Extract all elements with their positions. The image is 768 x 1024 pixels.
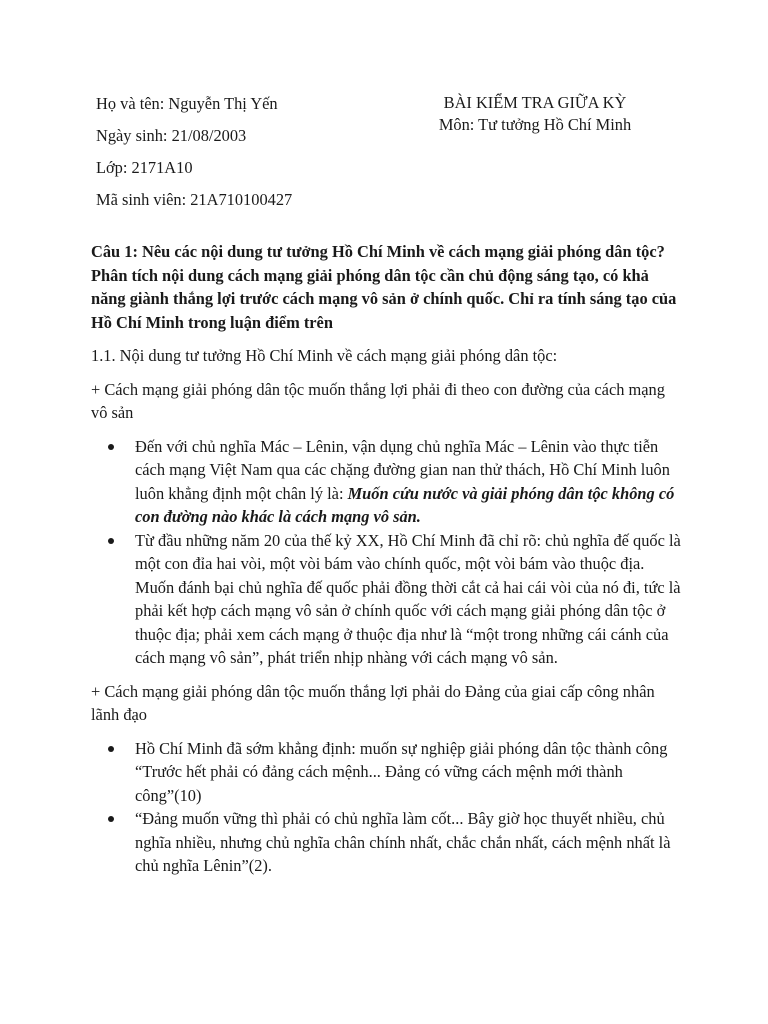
list-item bbox=[135, 807, 681, 878]
student-dob: Ngày sinh: 21/08/2003 bbox=[96, 126, 247, 145]
point-2-heading: + Cách mạng giải phóng dân tộc muốn thắng lợi phải do Đảng của giai cấp công nhân lãnh đạo bbox=[91, 681, 655, 724]
bullet-icon bbox=[108, 444, 114, 450]
point-1-bullet-list bbox=[91, 435, 681, 670]
student-name: Họ và tên: Nguyễn Thị Yến bbox=[96, 94, 278, 113]
point-1-heading: + Cách mạng giải phóng dân tộc muốn thắng lợi phải đi theo con đường của cách mạng vô sản bbox=[91, 379, 665, 422]
bullet-text: Đến với chủ nghĩa Mác – Lênin, vận dụng chủ nghĩa Mác – Lênin vào thực tiễn cách mạng Việt Nam qua các chặng đường gian nan thử thách, Hồ Chí Minh luôn luôn khẳng định một chân lý là: bbox=[135, 436, 670, 503]
section-heading-1-1: 1.1. Nội dung tư tưởng Hồ Chí Minh về cách mạng giải phóng dân tộc: bbox=[91, 346, 558, 365]
bullet-icon bbox=[108, 538, 114, 544]
exam-subject: Môn: Tư tưởng Hồ Chí Minh bbox=[438, 115, 632, 134]
student-info bbox=[96, 92, 292, 220]
question-text: : Nêu các nội dung tư tưởng Hồ Chí Minh về cách mạng giải phóng dân tộc? Phân tích nội dung cách mạng giải phóng dân tộc cần chủ động sáng tạo, có khả năng giành thắng lợi trước cách mạng vô sản ở chính quốc. Chỉ ra tính sáng tạo của Hồ Chí Minh trong luận điểm trên bbox=[91, 242, 677, 332]
list-item bbox=[135, 737, 681, 808]
exam-title-block bbox=[420, 92, 650, 136]
question-label: Câu 1 bbox=[91, 242, 133, 261]
question-1 bbox=[91, 240, 681, 334]
student-class: Lớp: 2171A10 bbox=[96, 158, 193, 177]
document-header bbox=[0, 0, 768, 230]
student-id: Mã sinh viên: 21A710100427 bbox=[96, 190, 293, 209]
bullet-emphasis: Muốn cứu nước và giải phóng dân tộc không có con đường nào khác là cách mạng vô sản. bbox=[135, 483, 675, 526]
exam-title: BÀI KIỂM TRA GIỮA KỲ bbox=[443, 93, 627, 112]
bullet-text: Từ đầu những năm 20 của thế kỷ XX, Hồ Chí Minh đã chỉ rõ: chủ nghĩa đế quốc là một con đỉa hai vòi, một vòi bám vào chính quốc, một vòi bám vào thuộc địa. Muốn đánh bại chủ nghĩa đế quốc phải đồng thời cắt cả hai cái vòi của nó đi, tức là phải kết hợp cách mạng vô sản ở chính quốc với cách mạng giải phóng dân tộc ở thuộc địa; phải xem cách mạng ở thuộc địa như là “một trong những cái cánh của cách mạng vô sản”, phát triển nhịp nhàng với cách mạng vô sản. bbox=[135, 530, 681, 667]
list-item bbox=[135, 435, 681, 529]
list-item bbox=[135, 529, 681, 670]
bullet-icon bbox=[108, 816, 114, 822]
bullet-text: “Đảng muốn vững thì phải có chủ nghĩa làm cốt... Bây giờ học thuyết nhiều, chủ nghĩa nhiều, nhưng chủ nghĩa chân chính nhất, chắc chắn nhất, cách mệnh nhất là chủ nghĩa Lênin”(2). bbox=[135, 809, 671, 875]
bullet-icon bbox=[108, 746, 114, 752]
point-2-bullet-list bbox=[91, 737, 681, 878]
bullet-text: Hồ Chí Minh đã sớm khẳng định: muốn sự nghiệp giải phóng dân tộc thành công “Trước hết phải có đảng cách mệnh... Đảng có vững cách mệnh mới thành công”(10) bbox=[135, 738, 668, 805]
document-body bbox=[91, 240, 681, 888]
